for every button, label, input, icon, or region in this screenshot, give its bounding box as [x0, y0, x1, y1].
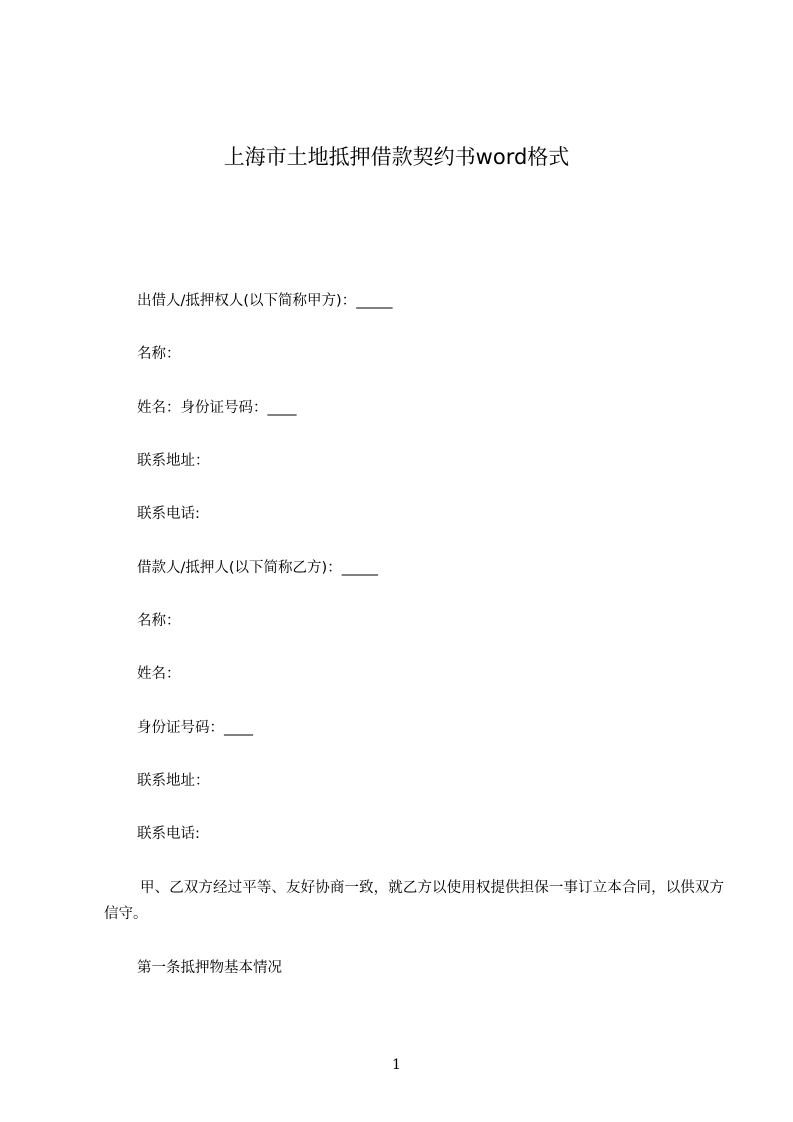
borrower-person-name-line: 姓名：: [137, 666, 181, 682]
page-number: 1: [392, 1057, 401, 1073]
borrower-mortgagor-line: 借款人/抵押人(以下简称乙方)：_____: [137, 560, 378, 576]
borrower-address-line: 联系地址：: [137, 773, 210, 789]
section-heading: 第一条抵押物基本情况: [137, 960, 282, 976]
document-title: 上海市土地抵押借款契约书word格式: [223, 145, 570, 169]
lender-address-line: 联系地址：: [137, 453, 210, 469]
agreement-paragraph: 甲、乙双方经过平等、友好协商一致，就乙方以使用权提供担保一事订立本合同，以供双方信守。: [104, 880, 724, 922]
lender-mortgagee-line: 出借人/抵押权人(以下简称甲方)：_____: [137, 293, 393, 309]
lender-phone-line: 联系电话:: [137, 506, 200, 522]
lender-name-line: 名称：: [137, 346, 181, 362]
borrower-phone-line: 联系电话:: [137, 826, 200, 842]
lender-name-id-line: 姓名：身份证号码：____: [137, 400, 297, 416]
borrower-id-line: 身份证号码：____: [137, 720, 253, 736]
borrower-name-line: 名称：: [137, 613, 181, 629]
